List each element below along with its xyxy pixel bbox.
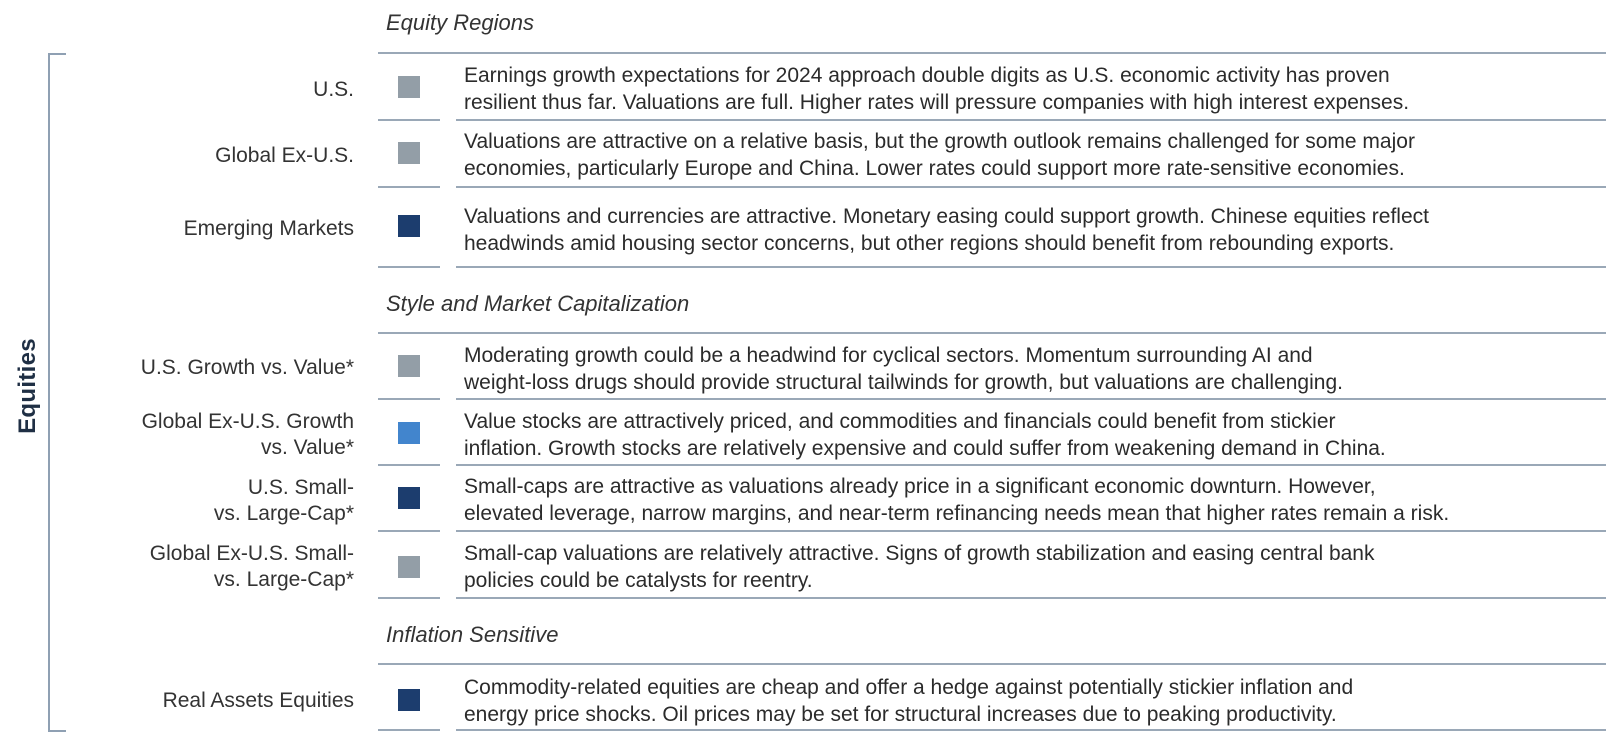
- row-description-global-ex-us-small-vs-large-cap: Small-cap valuations are relatively attractive. Signs of growth stabilization and easing central bank policies could be catalysts for reentry.: [464, 542, 1375, 592]
- equities-bracket: [48, 53, 66, 732]
- row-label-global-ex-us-growth-vs-value: Global Ex-U.S. Growth vs. Value*: [141, 410, 354, 459]
- row-divider: [456, 119, 1606, 121]
- row-label-us-growth-vs-value: U.S. Growth vs. Value*: [140, 356, 354, 379]
- view-indicator-square: [398, 556, 420, 578]
- row-divider-square: [378, 530, 440, 532]
- row-divider-square: [378, 729, 440, 731]
- row-divider-square: [378, 398, 440, 400]
- view-indicator-square: [398, 355, 420, 377]
- section-title-inflation: Inflation Sensitive: [386, 622, 559, 647]
- row-divider-square: [378, 266, 440, 268]
- row-divider-square: [378, 186, 440, 188]
- row-description-global-ex-us-growth-vs-value: Value stocks are attractively priced, and commodities and financials could benefit from stickier inflation. Growth stocks are relatively expensive and could suffer from weakening demand in China.: [464, 410, 1386, 460]
- row-label-us-small-vs-large-cap: U.S. Small- vs. Large-Cap*: [213, 476, 354, 525]
- row-description-emerging-markets: Valuations and currencies are attractive. Monetary easing could support growth. Chinese equities reflect headwinds amid housing sector concerns, but other regions should benefit from rebounding exports.: [464, 205, 1429, 255]
- section-title-equity-regions: Equity Regions: [386, 10, 534, 35]
- row-divider: [456, 398, 1606, 400]
- equities-side-label: Equities: [14, 338, 41, 434]
- row-label-emerging-markets: Emerging Markets: [183, 217, 354, 240]
- view-indicator-square: [398, 215, 420, 237]
- view-indicator-square: [398, 689, 420, 711]
- view-indicator-square: [398, 487, 420, 509]
- row-divider: [456, 186, 1606, 188]
- section-top-rule: [378, 52, 1606, 54]
- row-divider-square: [378, 464, 440, 466]
- section-title-style: Style and Market Capitalization: [386, 291, 690, 316]
- row-description-global-ex-us: Valuations are attractive on a relative basis, but the growth outlook remains challenged for some major economies, particularly Europe and China. Lower rates could support more rate-sensitive economies.: [464, 130, 1415, 180]
- row-label-global-ex-us: Global Ex-U.S.: [215, 144, 354, 167]
- section-top-rule: [378, 663, 1606, 665]
- row-label-global-ex-us-small-vs-large-cap: Global Ex-U.S. Small- vs. Large-Cap*: [149, 542, 354, 591]
- view-indicator-square: [398, 76, 420, 98]
- row-divider-square: [378, 119, 440, 121]
- row-divider: [456, 266, 1606, 268]
- view-indicator-square: [398, 422, 420, 444]
- row-label-real-assets-equities: Real Assets Equities: [162, 689, 354, 712]
- row-divider-square: [378, 597, 440, 599]
- row-divider: [456, 464, 1606, 466]
- row-description-real-assets-equities: Commodity-related equities are cheap and offer a hedge against potentially stickier inflation and energy price shocks. Oil prices may be set for structural increases due to peaking productivity.: [464, 676, 1354, 726]
- row-divider: [456, 597, 1606, 599]
- section-top-rule: [378, 332, 1606, 334]
- row-description-us-growth-vs-value: Moderating growth could be a headwind for cyclical sectors. Momentum surrounding AI and weight-loss drugs should provide structural tailwinds for growth, but valuations are challenging.: [464, 344, 1343, 394]
- row-label-us: U.S.: [313, 78, 354, 101]
- row-description-us: Earnings growth expectations for 2024 approach double digits as U.S. economic activity has proven resilient thus far. Valuations are full. Higher rates will pressure companies with high interest expenses.: [464, 64, 1410, 114]
- row-divider: [456, 530, 1606, 532]
- row-divider: [456, 729, 1606, 731]
- view-indicator-square: [398, 142, 420, 164]
- row-description-us-small-vs-large-cap: Small-caps are attractive as valuations already price in a significant economic downturn. However, elevated leverage, narrow margins, and near-term refinancing needs mean that higher rates remain a risk.: [464, 475, 1450, 525]
